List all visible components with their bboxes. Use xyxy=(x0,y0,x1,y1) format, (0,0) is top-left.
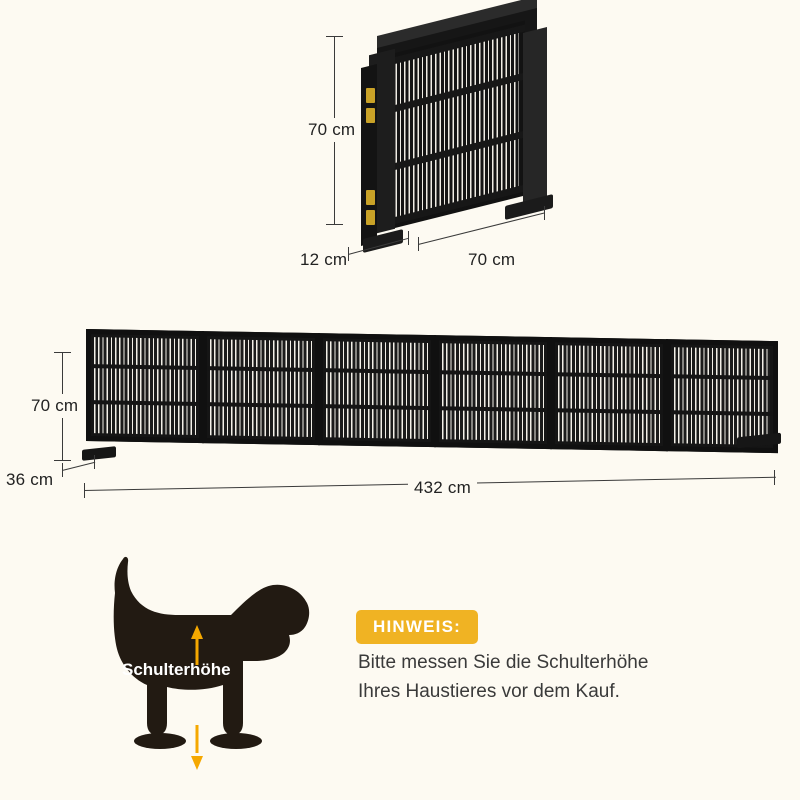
folded-gate-mesh-panel xyxy=(385,21,525,231)
shoulder-height-arrow xyxy=(190,625,204,770)
folded-gate-illustration xyxy=(355,22,560,257)
extended-height-tick-top xyxy=(54,352,71,353)
folded-height-tick-bottom xyxy=(326,224,343,225)
folded-width-tick-right xyxy=(544,206,545,220)
extended-depth-label: 36 cm xyxy=(6,470,54,489)
gate-panel-mesh xyxy=(674,347,770,445)
hinge-icon xyxy=(366,88,375,103)
hinge-icon xyxy=(366,108,375,123)
extended-gate-illustration xyxy=(82,335,782,475)
shoulder-height-label: Schulterhöhe xyxy=(122,660,231,679)
note-text xyxy=(358,648,778,706)
gate-panel xyxy=(550,337,668,451)
folded-height-label: 70 cm xyxy=(304,118,359,142)
hinge-icon xyxy=(366,190,375,205)
gate-panel xyxy=(318,333,436,447)
gate-panel-mesh xyxy=(326,341,428,439)
extended-height-label: 70 cm xyxy=(28,394,81,418)
extended-gate-foot-left xyxy=(82,446,116,461)
folded-gate-side-panel xyxy=(523,27,547,213)
extended-width-tick-right xyxy=(774,470,775,485)
gate-panel xyxy=(434,335,552,449)
folded-depth-label: 12 cm xyxy=(300,250,348,269)
folded-depth-tick-right xyxy=(408,231,409,245)
folded-width-label: 70 cm xyxy=(468,250,516,269)
extended-height-tick-bottom xyxy=(54,460,71,461)
extended-depth-tick-left xyxy=(62,463,63,477)
hinge-icon xyxy=(366,210,375,225)
note-badge: HINWEIS: xyxy=(356,610,478,644)
gate-panel xyxy=(86,329,204,443)
note-text-line-1: Bitte messen Sie die Schulterhöhe xyxy=(358,652,649,673)
extended-width-label: 432 cm xyxy=(408,478,477,498)
folded-height-tick-top xyxy=(326,36,343,37)
gate-panel-mesh xyxy=(94,337,196,435)
gate-panel-mesh xyxy=(442,343,544,441)
note-text-line-2: Ihres Haustieres vor dem Kauf. xyxy=(358,681,620,702)
extended-gate-panels xyxy=(82,329,772,459)
extended-width-tick-left xyxy=(84,483,85,498)
gate-panel-mesh xyxy=(558,345,660,443)
folded-width-tick-left xyxy=(418,237,419,251)
gate-panel-mesh xyxy=(210,339,312,437)
folded-depth-tick-left xyxy=(348,247,349,261)
extended-depth-tick-right xyxy=(94,455,95,469)
gate-panel xyxy=(202,331,320,445)
